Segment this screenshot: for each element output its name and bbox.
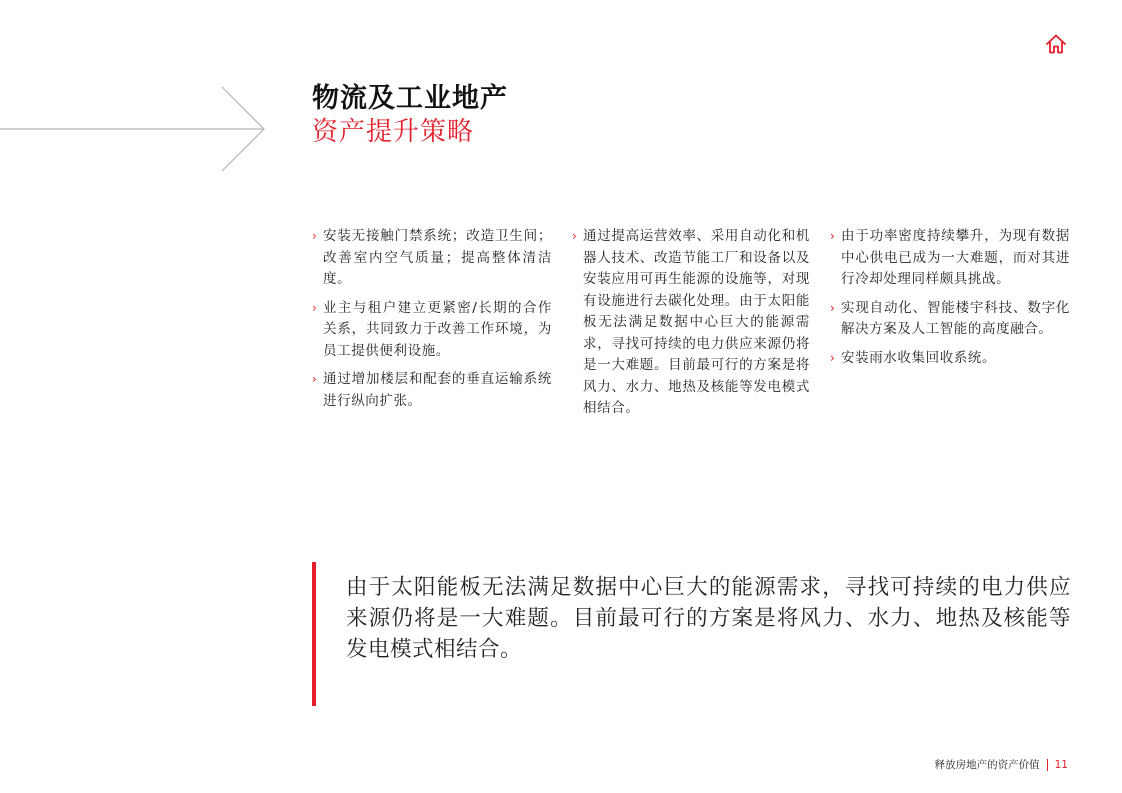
bullet-chevron-icon: › bbox=[830, 300, 836, 315]
list-item bbox=[312, 226, 552, 291]
bullet-chevron-icon: › bbox=[572, 229, 578, 243]
bullet-column-1 bbox=[312, 226, 552, 419]
quote-accent-bar bbox=[312, 562, 316, 706]
list-item-text: 实现自动化、智能楼宇科技、数字化解决方案及人工智能的高度融合。 bbox=[841, 299, 1070, 337]
list-item-text: 安装雨水收集回收系统。 bbox=[841, 349, 997, 366]
list-item bbox=[830, 226, 1070, 291]
bullet-chevron-icon: › bbox=[312, 229, 318, 243]
bullet-chevron-icon: › bbox=[312, 372, 318, 386]
list-item-text: 业主与租户建立更紧密/长期的合作关系，共同致力于改善工作环境，为员工提供便利设施。 bbox=[323, 299, 552, 359]
page-footer bbox=[935, 757, 1068, 772]
list-item bbox=[312, 298, 552, 363]
bullet-chevron-icon: › bbox=[830, 350, 836, 365]
list-item-text: 通过提高运营效率、采用自动化和机器人技术、改造节能工厂和设备以及安装应用可再生能源的设施等，对现有设施进行去碳化处理。由于太阳能板无法满足数据中心巨大的能源需求，寻找可持续的电力供应来源仍将是一大难题。目前最可行的方案是将风力、水力、地热及核能等发电模式相结合。 bbox=[583, 228, 810, 416]
list-item-text: 通过增加楼层和配套的垂直运输系统进行纵向扩张。 bbox=[323, 371, 552, 409]
list-item bbox=[830, 348, 1070, 370]
pull-quote: 由于太阳能板无法满足数据中心巨大的能源需求，寻找可持续的电力供应来源仍将是一大难题。目前最可行的方案是将风力、水力、地热及核能等发电模式相结合。 bbox=[346, 575, 1071, 662]
page-subtitle: 资产提升策略 bbox=[312, 117, 475, 147]
list-item bbox=[830, 298, 1070, 341]
bullet-chevron-icon: › bbox=[830, 229, 836, 243]
list-item bbox=[572, 226, 810, 420]
title-block bbox=[312, 82, 508, 148]
footer-divider bbox=[1047, 759, 1048, 771]
list-item-text: 安装无接触门禁系统；改造卫生间；改善室内空气质量；提高整体清洁度。 bbox=[323, 228, 552, 287]
home-icon[interactable] bbox=[1045, 33, 1067, 55]
list-item-text: 由于功率密度持续攀升，为现有数据中心供电已成为一大难题，而对其进行冷却处理同样颇具挑战。 bbox=[841, 228, 1070, 287]
bullet-column-2 bbox=[572, 226, 810, 427]
arrow-graphic bbox=[0, 86, 268, 172]
bullet-column-3 bbox=[830, 226, 1070, 376]
page-title: 物流及工业地产 bbox=[312, 83, 508, 114]
list-item bbox=[312, 369, 552, 412]
page-number: 11 bbox=[1054, 758, 1068, 771]
footer-title: 释放房地产的资产价值 bbox=[934, 759, 1040, 771]
bullet-chevron-icon: › bbox=[312, 300, 318, 315]
